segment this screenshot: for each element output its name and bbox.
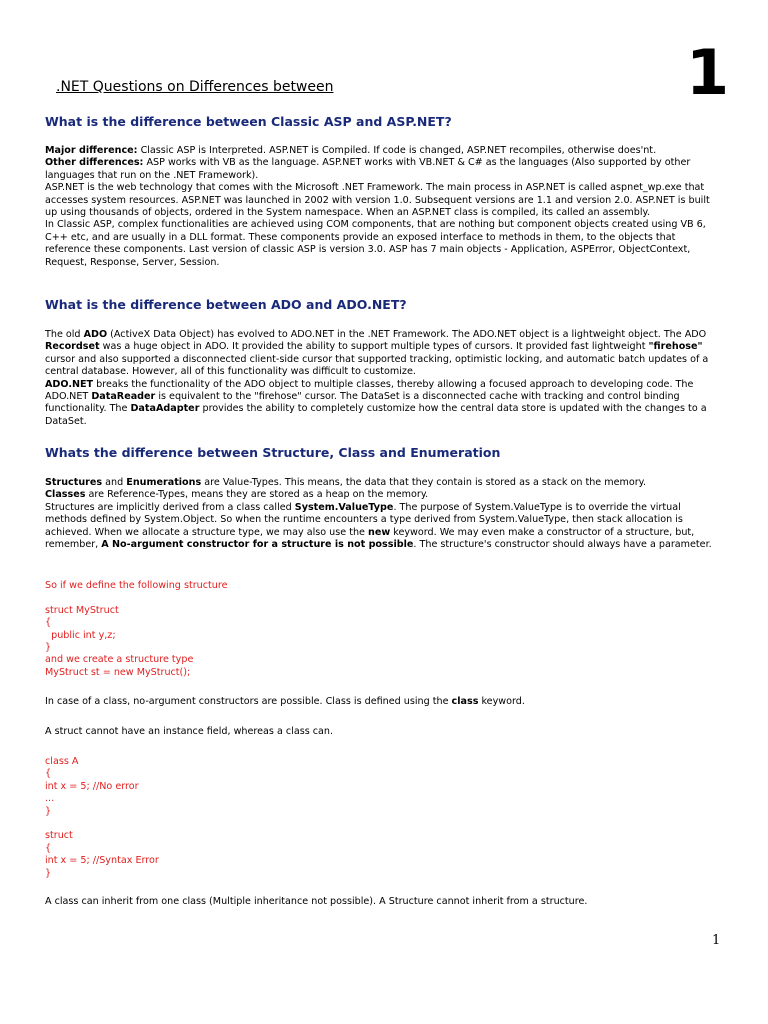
section-heading-structure: Whats the difference between Structure, Class and Enumeration <box>45 445 501 460</box>
document-title: .NET Questions on Differences between <box>56 79 334 95</box>
paragraph-inheritance: A class can inherit from one class (Multiple inheritance not possible). A Structure cannot inherit from a structure. <box>45 896 588 907</box>
page-number: 1 <box>712 933 721 948</box>
section-heading-asp: What is the difference between Classic ASP and ASP.NET? <box>45 114 452 129</box>
paragraph-classic-asp: In Classic ASP, complex functionalities are achieved using COM components, that are nothing but component objects created using VB 6, C++ etc, and are usually in a DLL format. These components provide an exposed interface to methods in them, to the objects that reference these components. Last version of classic ASP is version 3.0. ASP has 7 main objects - Application, ASPError, ObjectContext, Request, Response, Server, Session. <box>45 219 706 268</box>
paragraph-class-constructors: In case of a class, no-argument constructors are possible. Class is defined using the class keyword. <box>45 696 525 707</box>
section-heading-ado: What is the difference between ADO and ADO.NET? <box>45 297 407 312</box>
paragraph-instance-field: A struct cannot have an instance field, whereas a class can. <box>45 726 334 737</box>
chapter-number: 1 <box>686 36 730 109</box>
label-major-difference: Major difference: <box>45 145 138 156</box>
paragraph-aspnet-description: ASP.NET is the web technology that comes with the Microsoft .NET Framework. The main process in ASP.NET is called aspnet_wp.exe that accesses system resources. ASP.NET was launched in 2002 with version 1.0. Subsequent versions are 1.1 and version 2.0. ASP.NET is built up using thousands of objects, ordered in the System namespace. When an ASP.NET class is compiled, its called an assembly. <box>45 182 710 219</box>
paragraph-asp-differences: Major difference: Classic ASP is Interpreted. ASP.NET is Compiled. If code is changed, ASP.NET recompiles, otherwise does'nt. Other differences: ASP works with VB as the language. ASP.NET works with VB.NET & C# as the languages (Also supported by other languages that run on the .NET Framework). ASP.NET is the web technology that comes with the Microsoft .NET Framework. The main process in ASP.NET is called aspnet_wp.exe that accesses system resources. ASP.NET was launched in 2002 with version 1.0. Subsequent versions are 1.1 and version 2.0. ASP.NET is built up using thousands of objects, ordered in the System namespace. When an ASP.NET class is compiled, its called an assembly. In Classic ASP, complex functionalities are achieved using COM components, that are nothing but component objects created using VB 6, C++ etc, and are usually in a DLL format. These components provide an exposed interface to methods in them, to the objects that reference these components. Last version of classic ASP is version 3.0. ASP has 7 main objects - Application, ASPError, ObjectContext, Request, Response, Server, Session. <box>45 145 710 268</box>
paragraph-value-types: Structures and Enumerations are Value-Types. This means, the data that they contain is stored as a stack on the memory. Classes are Reference-Types, means they are stored as a heap on the memory. Structures are implicitly derived from a class called System.ValueType. The purpose of System.ValueType is to override the virtual methods defined by System.Object. So when the runtime encounters a type derived from System.ValueType, then stack allocation is achieved. When we allocate a structure type, we may also use the new keyword. We may even make a constructor of a structure, but, remember, A No-argument constructor for a structure is not possible. The structure's constructor should always have a parameter. <box>45 477 712 551</box>
paragraph-ado: The old ADO (ActiveX Data Object) has evolved to ADO.NET in the .NET Framework. The ADO.NET object is a lightweight object. The ADO Recordset was a huge object in ADO. It provided the ability to support multiple types of cursors. It provided fast lightweight "firehose" cursor and also supported a disconnected client-side cursor that supported tracking, optimistic locking, and automatic batch updates of a central database. However, all of this functionality was difficult to customize. ADO.NET breaks the functionality of the ADO object to multiple classes, thereby allowing a focused approach to developing code. The ADO.NET DataReader is equivalent to the "firehose" cursor. The DataSet is a disconnected cache with tracking and control binding functionality. The DataAdapter provides the ability to completely customize how the central data store is updated with the changes to a DataSet. <box>45 329 709 427</box>
code-struct-example: So if we define the following structure struct MyStruct { public int y,z; } and we create a structure type MyStruct st = new MyStruct(); <box>45 580 228 678</box>
label-other-differences: Other differences: <box>45 157 144 169</box>
code-class-struct-example: class A { int x = 5; //No error ... } struct { int x = 5; //Syntax Error } <box>45 756 159 879</box>
